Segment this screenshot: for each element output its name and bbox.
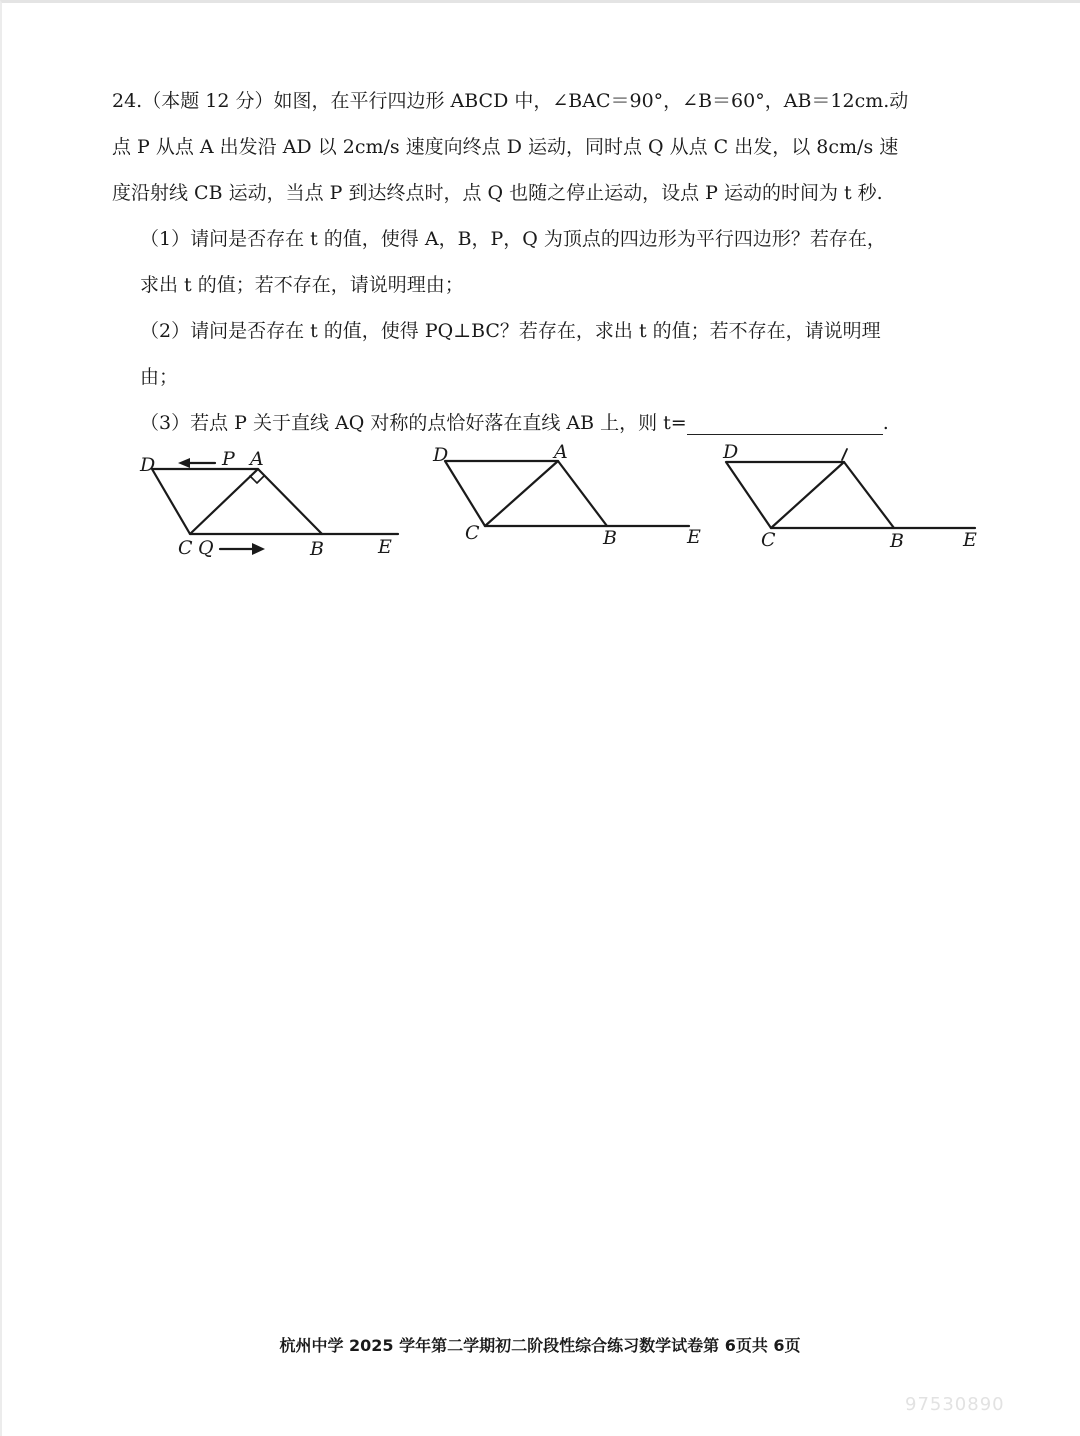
parallelogram-outline bbox=[445, 461, 607, 526]
label-e: E bbox=[687, 526, 701, 548]
right-angle-mark bbox=[250, 476, 264, 483]
diagonal-ac bbox=[190, 469, 258, 534]
label-e: E bbox=[963, 529, 977, 551]
label-e: E bbox=[378, 536, 392, 558]
answer-blank[interactable] bbox=[687, 410, 883, 435]
parallelogram-outline bbox=[726, 462, 894, 528]
question-line-2: 点 P 从点 A 出发沿 AD 以 2cm/s 速度向终点 D 运动，同时点 Q 从点 C 出发，以 8cm/s 速 bbox=[112, 136, 899, 158]
label-c: C bbox=[465, 522, 480, 544]
arrow-q-icon bbox=[252, 543, 265, 555]
label-a: A bbox=[554, 441, 568, 463]
figure-3 bbox=[718, 440, 988, 555]
question-line-3: 度沿射线 CB 运动，当点 P 到达终点时，点 Q 也随之停止运动，设点 P 运动的时间为 t 秒. bbox=[112, 182, 883, 204]
question-24 bbox=[112, 78, 932, 446]
label-d: D bbox=[140, 454, 156, 476]
label-d: D bbox=[433, 444, 449, 466]
part1-line-2: 求出 t 的值；若不存在，请说明理由； bbox=[140, 274, 464, 296]
diagonal-ac bbox=[485, 461, 558, 526]
watermark: 97530890 bbox=[905, 1394, 1005, 1415]
label-b: B bbox=[310, 538, 324, 560]
part3-text: （3）若点 P 关于直线 AQ 对称的点恰好落在直线 AB 上，则 t= bbox=[140, 412, 687, 434]
label-c: C bbox=[178, 537, 193, 559]
label-c: C bbox=[761, 529, 776, 551]
label-b: B bbox=[603, 527, 617, 549]
vertex-a-mark bbox=[842, 449, 847, 460]
part1-line-1: （1）请问是否存在 t 的值，使得 A，B，P，Q 为顶点的四边形为平行四边形？若存在， bbox=[140, 228, 886, 250]
part2-line-1: （2）请问是否存在 t 的值，使得 PQ⊥BC？若存在，求出 t 的值；若不存在，请说明理 bbox=[140, 320, 881, 342]
label-d: D bbox=[723, 441, 739, 463]
figure-1 bbox=[130, 445, 410, 570]
label-q: Q bbox=[198, 537, 214, 559]
part3-end: . bbox=[882, 412, 889, 434]
label-a: A bbox=[250, 448, 264, 470]
label-b: B bbox=[890, 530, 904, 552]
parallelogram-outline bbox=[152, 469, 322, 534]
label-p: P bbox=[222, 448, 235, 470]
part2-line-2: 由； bbox=[140, 366, 179, 388]
page-footer: 杭州中学 2025 学年第二学期初二阶段性综合练习数学试卷第 6页共 6页 bbox=[279, 1336, 801, 1355]
diagonal-ac bbox=[771, 462, 844, 528]
question-line-1: 24.（本题 12 分）如图，在平行四边形 ABCD 中，∠BAC＝90°，∠B＝60°，AB＝12cm.动 bbox=[112, 90, 909, 112]
figure-2 bbox=[425, 440, 710, 555]
arrow-p-icon bbox=[178, 458, 190, 468]
